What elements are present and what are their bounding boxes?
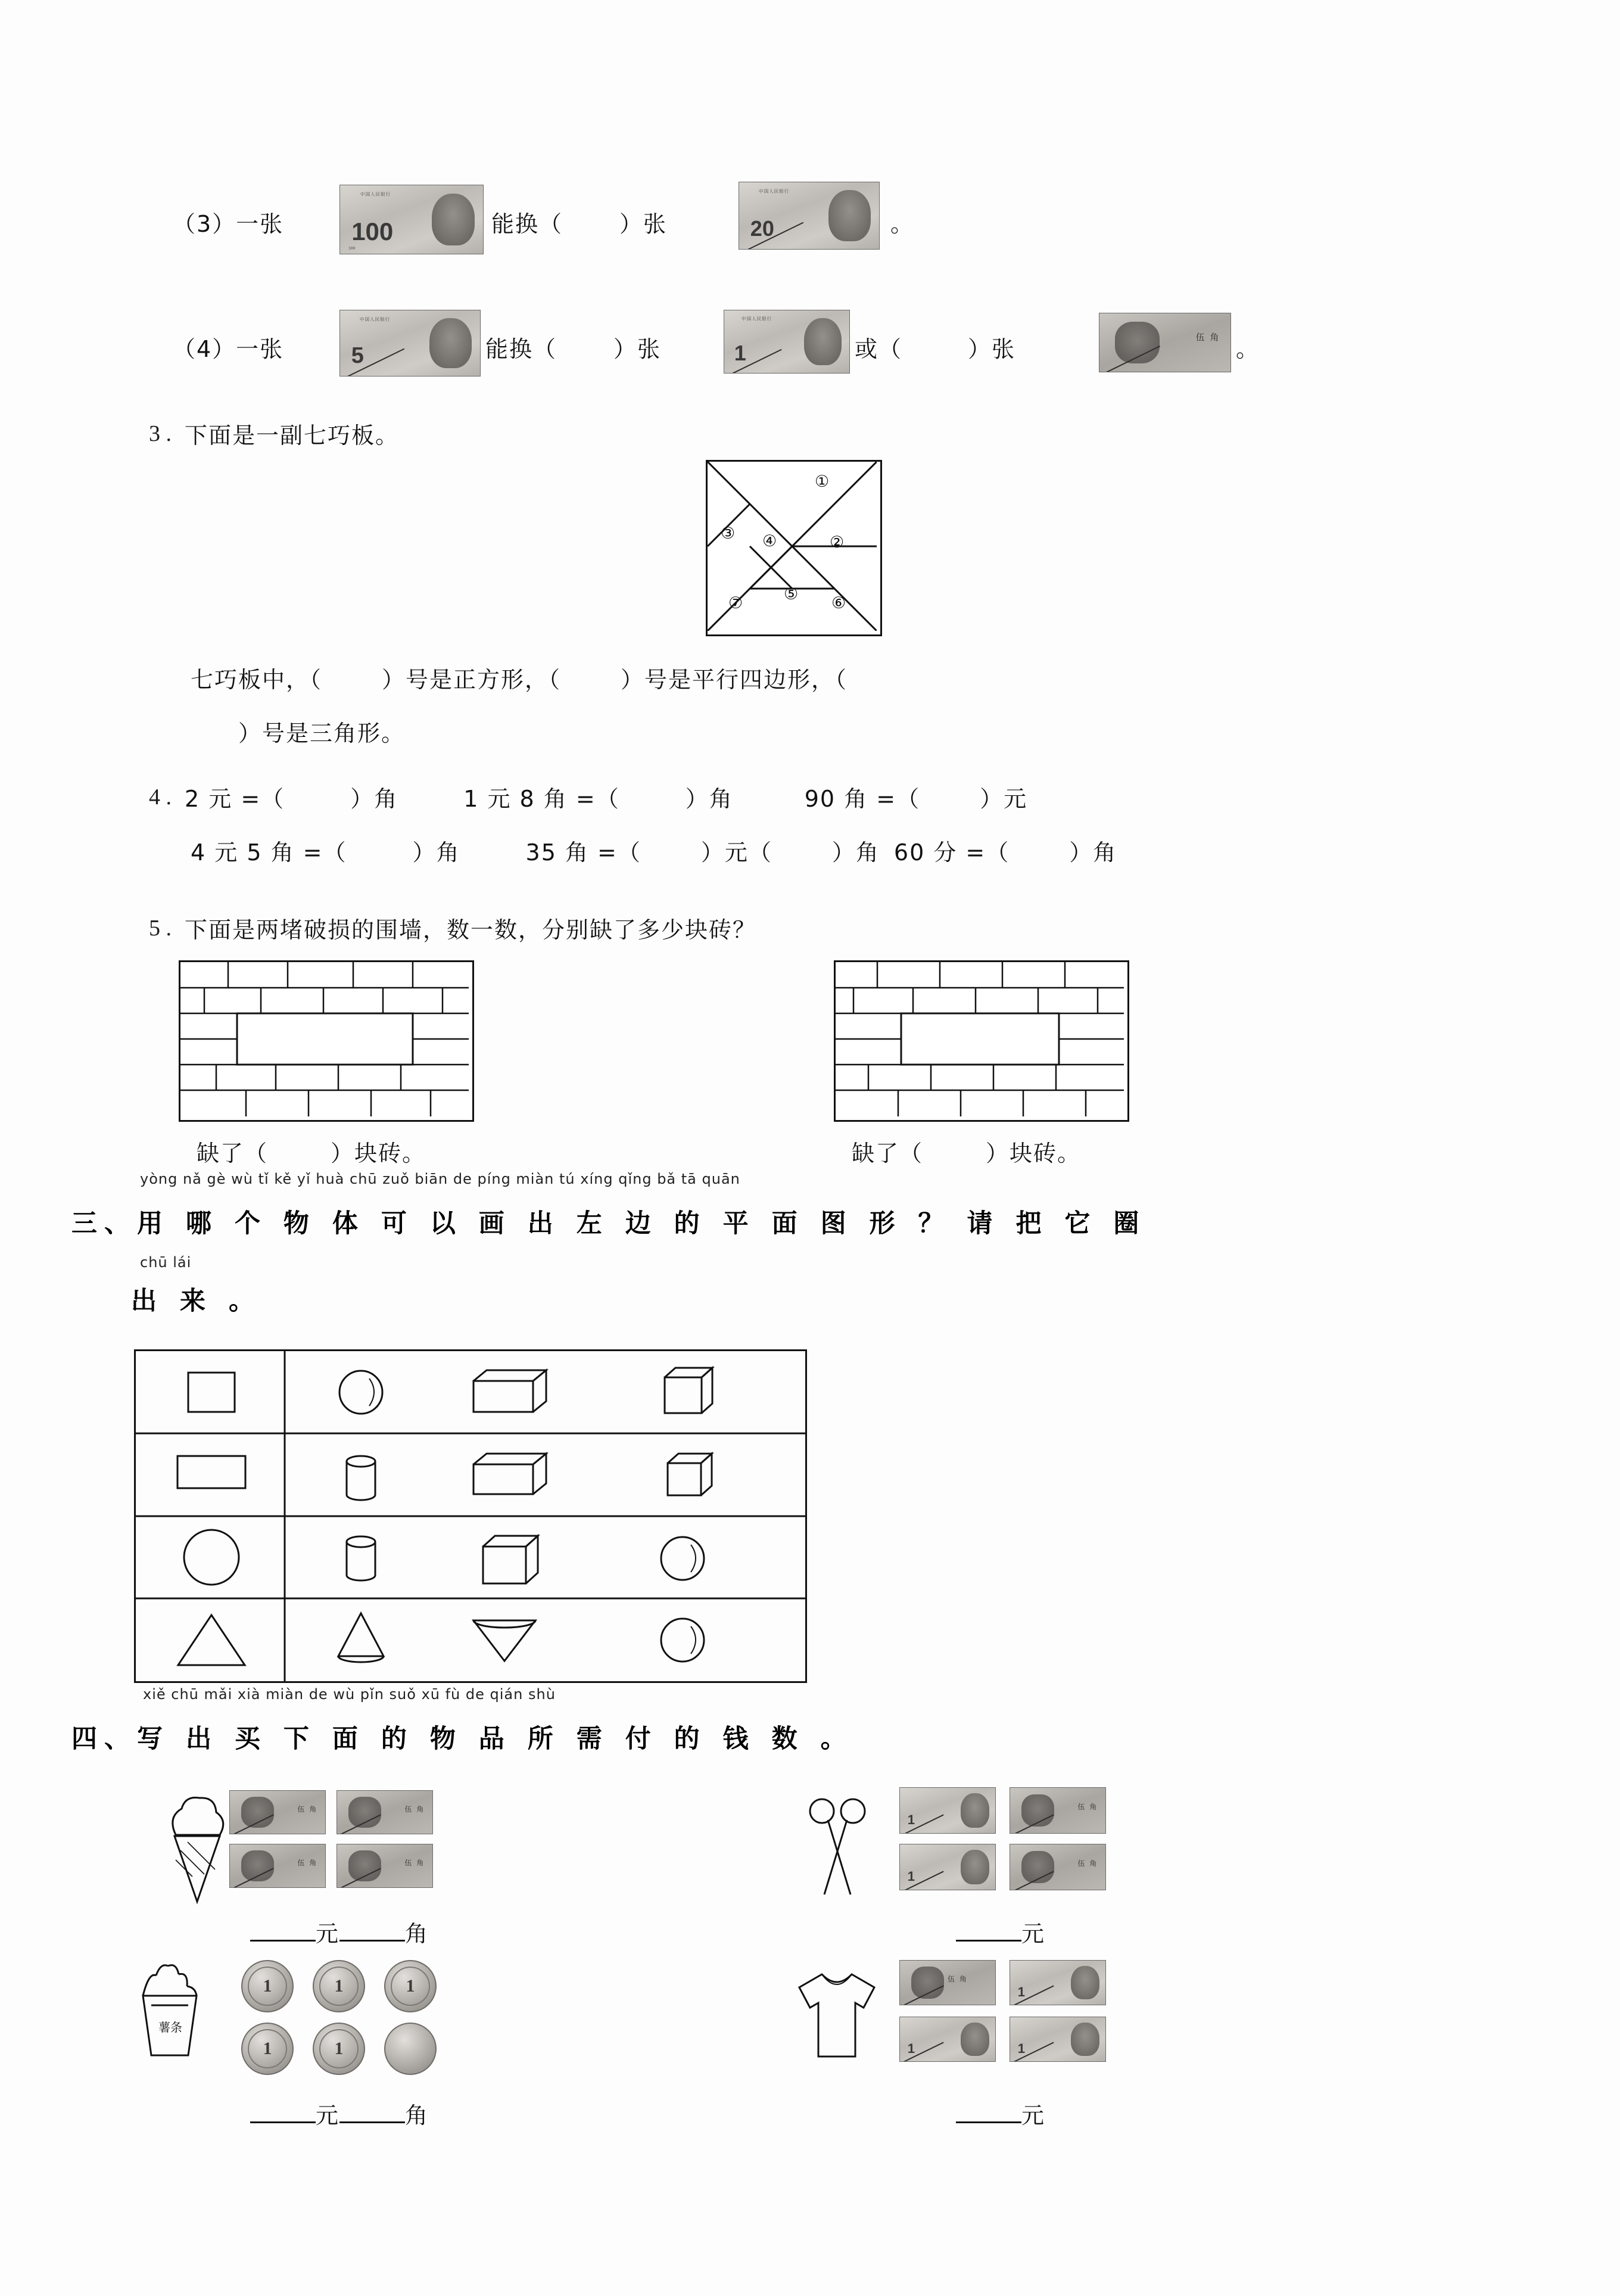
banknote-50fen: [899, 1960, 996, 2005]
q3-4-prefix: （4）一张: [173, 336, 284, 362]
banknote-1yuan-d: [899, 2017, 996, 2062]
brick-wall-right-svg: [836, 962, 1124, 1116]
q3-3-mid: [491, 206, 667, 238]
banknote-jiao-text: 伍 角: [1077, 1802, 1098, 1811]
banknote-portrait: [961, 2023, 989, 2056]
q4-l2-d: ）元（: [700, 839, 772, 866]
question-5-answer-left: [197, 1135, 426, 1168]
tangram-figure: [706, 460, 882, 636]
q5-ans-right-a: 缺了（: [852, 1140, 924, 1166]
shirt-icon: [786, 1966, 887, 2067]
answer-blank-yuan[interactable]: [956, 1922, 1021, 1942]
banknote-denomination: 1: [907, 1869, 915, 1884]
answer-blank-yuan[interactable]: [250, 1922, 316, 1942]
banknote-jiao-text: 伍 角: [948, 1975, 968, 1984]
section-3-title-2: [131, 1281, 261, 1317]
answer-unit-yuan: 元: [316, 1921, 340, 1947]
section-4-pinyin: [143, 1686, 556, 1703]
tangram-sentence-c: ）号是平行四边形，（: [621, 667, 848, 693]
brick-wall-left: [179, 960, 474, 1122]
banknote-portrait: [804, 318, 842, 366]
banknote-denomination: 1: [734, 341, 746, 366]
q5-ans-left-a: 缺了（: [197, 1140, 269, 1166]
answer-blank-jiao[interactable]: [339, 2104, 405, 2123]
banknote-portrait: [432, 194, 475, 245]
banknote-slash-mark: [899, 1871, 944, 1890]
banknote-bank-text: 中国人民银行: [360, 192, 391, 198]
q3-4-end-text: 。: [1236, 336, 1260, 362]
banknote-slash-mark: [1010, 2042, 1054, 2062]
shapes-table-svg: [136, 1351, 805, 1681]
q5-ans-right-b: ）块砖。: [986, 1140, 1082, 1166]
banknote-denomination: 1: [1017, 2040, 1026, 2056]
banknote-portrait: [961, 1850, 989, 1884]
coin-1-c: [384, 1960, 437, 2012]
brick-wall-left-svg: [180, 962, 469, 1116]
banknote-slash-mark: [339, 349, 404, 377]
banknote-1: [724, 310, 850, 374]
banknote-1yuan-c: [1010, 1960, 1106, 2005]
coin-1-e: [313, 2023, 365, 2075]
section-3-title: [71, 1203, 1146, 1240]
banknote-jiao-text: 伍 角: [404, 1805, 425, 1813]
banknote-denomination: 1: [907, 1812, 915, 1828]
section-3-title-2-text: 出 来 。: [131, 1286, 261, 1316]
banknote-slash-mark: [899, 2042, 944, 2062]
question-4-line-1: [149, 780, 1027, 813]
shirt-svg: [786, 1966, 887, 2067]
banknote-1yuan-b: [899, 1844, 996, 1890]
banknote-slash-mark: [899, 1814, 944, 1834]
banknote-5jiao: [1099, 313, 1231, 372]
question-4-number: 4 .: [149, 784, 172, 810]
answer-unit-jiao: 角: [405, 1921, 429, 1947]
q3-4-or: [855, 331, 1015, 363]
q4-l2-f: 60 分 =（: [893, 839, 1010, 866]
banknote-jiao-1: [229, 1790, 326, 1834]
coin-plain: [384, 2023, 437, 2075]
tangram-label-4: ④: [762, 532, 777, 550]
answer-blank-jiao[interactable]: [339, 1922, 405, 1942]
coin-value: 1: [334, 2039, 344, 2058]
banknote-jiao-text: 伍 角: [1195, 332, 1220, 343]
section-3-pinyin-2: [140, 1254, 191, 1271]
banknote-jiao-text: 伍 角: [1077, 1859, 1098, 1868]
banknote-jiao-text: 伍 角: [297, 1805, 318, 1813]
banknote-denomination: 5: [351, 343, 364, 368]
scissors-svg: [798, 1793, 876, 1906]
q4-l2-a: 4 元 5 角 =（: [191, 839, 347, 866]
question-5-text: 下面是两堵破损的围墙，数一数，分别缺了多少块砖？: [185, 917, 757, 943]
tangram-fill-line-1: [191, 661, 848, 694]
banknote-bank-text: 中国人民银行: [758, 189, 789, 195]
tangram-label-2: ②: [830, 533, 845, 552]
question-3-number: 3 .: [149, 421, 172, 446]
q3-4-mid-text: 能换（: [485, 336, 557, 362]
section-3-title-text: 三、用 哪 个 物 体 可 以 画 出 左 边 的 平 面 图 形 ？ 请 把 它 圈: [71, 1209, 1147, 1239]
banknote-jiao-2: [337, 1790, 433, 1834]
question-3-heading: [149, 417, 399, 450]
answer-blank-yuan[interactable]: [250, 2104, 316, 2123]
tangram-label-5: ⑤: [784, 585, 799, 603]
q5-ans-left-b: ）块砖。: [331, 1140, 426, 1166]
answer-line-3: [250, 2097, 429, 2130]
fries-svg: [125, 1960, 214, 2067]
brick-wall-right: [834, 960, 1129, 1122]
banknote-5: [339, 310, 481, 377]
ice-cream-svg: [152, 1793, 229, 1912]
question-3-text: 下面是一副七巧板。: [185, 422, 400, 449]
coin-value: 1: [263, 2039, 272, 2058]
tangram-label-6: ⑥: [831, 594, 846, 612]
answer-unit-yuan: 元: [316, 2102, 340, 2129]
banknote-portrait: [429, 318, 472, 368]
answer-unit-yuan: 元: [1021, 1921, 1046, 1947]
tangram-sentence-a: 七巧板中，（: [191, 667, 323, 693]
question-5-answer-right: [852, 1135, 1081, 1168]
q4-l2-g: ）角: [1069, 839, 1117, 866]
section-4-title-text: 四、写 出 买 下 面 的 物 品 所 需 付 的 钱 数 。: [71, 1724, 853, 1754]
banknote-slash-mark: [1010, 1986, 1054, 2005]
banknote-jiao-3: [229, 1844, 326, 1888]
section-3-pinyin-text: yòng nǎ gè wù tǐ kě yǐ huà chū zuǒ biān de píng miàn tú xíng qǐng bǎ tā quān: [140, 1171, 740, 1187]
banknote-1yuan-e: [1010, 2017, 1106, 2062]
q3-4-end: [1236, 331, 1260, 363]
q3-3-end-text: 。: [890, 211, 915, 237]
coin-value: 1: [334, 1976, 344, 1996]
question-4-line-2: [191, 834, 1117, 867]
banknote-portrait: [1071, 2023, 1099, 2056]
tangram-sentence-d: ）号是三角形。: [238, 720, 406, 746]
banknote-portrait: [828, 190, 871, 241]
q3-3-prefix: （3）一张: [173, 211, 284, 237]
banknote-100: [339, 185, 484, 254]
banknote-jiao-text: 伍 角: [404, 1858, 425, 1867]
banknote-denomination: 1: [1017, 1984, 1026, 1999]
fries-icon: [125, 1960, 214, 2067]
ice-cream-icon: [152, 1793, 229, 1912]
q4-l1-b: ）角: [350, 786, 398, 812]
section-4-pinyin-text: xiě chū mǎi xià miàn de wù pǐn suǒ xū fù de qián shù: [143, 1686, 556, 1703]
banknote-denomination: 1: [907, 2040, 915, 2056]
banknote-denomination: 100: [351, 217, 394, 245]
tangram-sentence-b: ）号是正方形，（: [382, 667, 562, 693]
answer-unit-yuan: 元: [1021, 2102, 1046, 2129]
q3-3-suffix-text: ）张: [619, 211, 668, 237]
q3-3-mid-text: 能换（: [491, 211, 563, 237]
banknote-jiao-4: [337, 1844, 433, 1888]
q4-l2-c: 35 角 =（: [525, 839, 641, 866]
banknote-1yuan-a: [899, 1787, 996, 1834]
q4-l2-e: ）角: [831, 839, 880, 866]
tangram-label-3: ③: [721, 524, 736, 543]
banknote-denomination: 20: [750, 216, 774, 241]
answer-line-1: [250, 1915, 429, 1948]
section-4-title: [71, 1719, 853, 1755]
banknote-serial: 100: [348, 247, 356, 251]
shapes-table: [134, 1349, 807, 1683]
q3-4-mid2-text: ）张: [613, 336, 662, 362]
question-5-number: 5 .: [149, 915, 172, 941]
question-3-4-line: [173, 331, 284, 363]
banknote-slash-mark: [724, 349, 782, 374]
coin-1-b: [313, 1960, 365, 2012]
tangram-fill-line-2: [238, 715, 405, 748]
q3-3-end: [890, 206, 914, 238]
banknote-20: [739, 182, 880, 250]
answer-line-4: [956, 2097, 1045, 2130]
q4-l2-b: ）角: [412, 839, 460, 866]
coin-value: 1: [263, 1976, 272, 1996]
answer-blank-yuan[interactable]: [956, 2104, 1021, 2123]
section-3-pinyin-1: [140, 1171, 740, 1187]
q3-4-or-text: 或（: [855, 336, 903, 362]
coin-1-d: [241, 2023, 294, 2075]
banknote-bank-text: 中国人民银行: [742, 316, 772, 322]
scissors-icon: [798, 1793, 876, 1906]
banknote-bank-text: 中国人民银行: [359, 317, 390, 322]
coin-1-a: [241, 1960, 294, 2012]
banknote-portrait: [1071, 1966, 1099, 1999]
section-3-pinyin-2-text: chū lái: [140, 1254, 192, 1271]
q4-l1-d: ）角: [685, 786, 733, 812]
answer-line-2: [956, 1915, 1045, 1948]
svg-text:薯条: 薯条: [158, 2020, 182, 2034]
tangram-label-1: ①: [815, 472, 830, 491]
q3-4-mid3-text: ）张: [968, 336, 1016, 362]
q4-l1-f: ）元: [980, 786, 1028, 812]
banknote-jiao-a: [1010, 1787, 1106, 1834]
answer-unit-jiao: 角: [405, 2102, 429, 2129]
q4-l1-a: 2 元 =（: [185, 786, 285, 812]
q4-l1-c: 1 元 8 角 =（: [463, 786, 620, 812]
q4-l1-e: 90 角 =（: [804, 786, 921, 812]
coin-value: 1: [406, 1976, 415, 1996]
banknote-portrait: [961, 1793, 989, 1828]
question-3-3-line: [173, 206, 284, 238]
question-5-heading: [149, 911, 756, 944]
banknote-jiao-text: 伍 角: [297, 1858, 318, 1867]
q3-4-mid: [485, 331, 661, 363]
tangram-label-7: ⑦: [728, 594, 743, 612]
banknote-jiao-b: [1010, 1844, 1106, 1890]
